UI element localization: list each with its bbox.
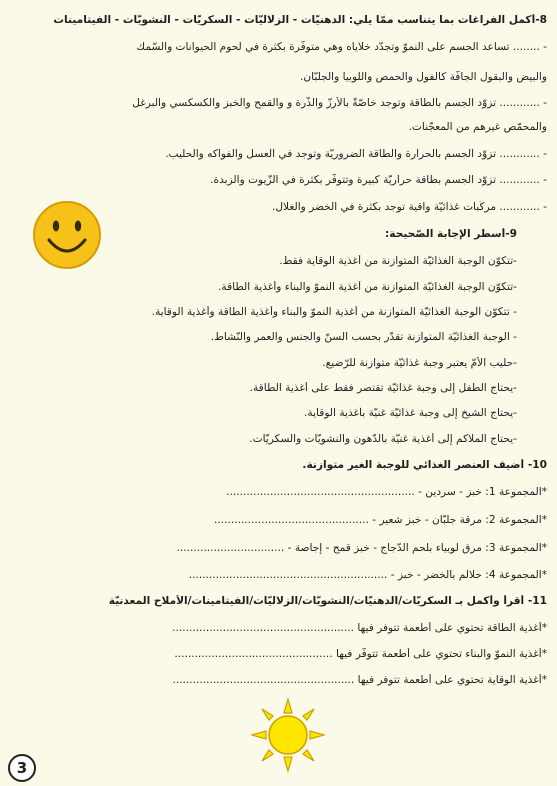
q9-title: 9-أسطّر الإجابة الصّحيحة: (385, 228, 517, 240)
q11-answer-3: *أغذية الوقاية تحتوي على أطعمة تتوفر فيها ...................................................... (172, 674, 547, 686)
q8-line-6: - ............ تزوّد الجسم بطاقة حراريّة كبيرة وتتوفّر بكثرة في الزّيوت والزبدة. (210, 174, 547, 186)
sun-icon (250, 697, 326, 773)
q10-group-1: *المجموعة 1: خبز - سردين - ........................................................ (226, 486, 547, 498)
q9-option-8: -يحتاج الملاكم إلى أغذية غنيّة بالدّهون والنشويّات والسكريّات. (249, 433, 517, 445)
q8-line-5: - ............ تزوّد الجسم بالحرارة والطّاقة الضروريّة وتوجد في العسل والفواكه والحليب. (165, 148, 547, 160)
q8-title: 8-أكمل الفراغات بما يتناسب ممّا يلي: الدهنيّات - الزلاليّات - السكريّات - النشويّات - الفيتامينات (53, 14, 547, 26)
q9-option-5: -حليب الأمّ يعتبر وجبة غذائيّة متوازنة للرّضيع. (322, 357, 517, 369)
q9-option-4: - الوجبة الغذائيّة المتوازنة تقدّر بحسب السنّ والجنس والعمر والنّشاط. (210, 331, 517, 343)
q11-title: 11- أقرأ وأكمل بـ السكريّات/الدهنيّات/النشويّات/الزلاليّات/الفيتامينات/الأملاح المعدنيّة (108, 595, 547, 607)
q10-group-4: *المجموعة 4: حلالم بالخضر - خبز - ........................................................... (188, 569, 547, 581)
q8-line-4: والمحمّص غيرهم من المعجّنات. (408, 121, 547, 133)
q10-group-3: *المجموعة 3: مرق لوبياء بلحم الدّجاج - خبز قمح - إجاصة - ................................ (176, 542, 547, 554)
q9-option-3: - تتكوّن الوجبة الغذائيّة المتوازنة من أغذية النموّ والبناء وأغذية الطّاقة وأغذية الوقاية. (151, 306, 517, 318)
q9-option-6: -يحتاج الطّفل إلى وجبة غذائيّة تقتصر فقط على أغذية الطّاقة. (249, 382, 517, 394)
q8-line-3: - ............ تزوّد الجسم بالطّاقة وتوجد خاصّةً بالأرزّ والذّرة و والقمح والخبز والكسكسي والبرغل (132, 97, 547, 109)
q9-option-2: -تتكوّن الوجبة الغذائيّة المتوازنة من أغذية النموّ والبناء وأغذية الطّاقة. (218, 281, 517, 293)
q11-answer-2: *أغذية النموّ والبناء تحتوي على أطعمة تتوفّر فيها ............................................... (174, 648, 547, 660)
page-number-badge: 3 (8, 754, 36, 782)
q11-answer-1: *أغذية الطّاقة تحتوي على أطعمة تتوفر فيها ...................................................... (172, 622, 547, 634)
q8-line-1: - ........ تساعد الجسم على النموّ وتجدّد خلاياه وهي متوفّرة بكثرة في لحوم الحيوانات والسّمك (136, 41, 547, 53)
q9-option-7: -يحتاج الشيخ إلى وجبة غذائيّة غنيّة بأغذية الوقاية. (304, 407, 517, 419)
q8-line-2: والبيض والبقول الجافّة كالفول والحمص واللّوبيا والجلبّان. (300, 71, 547, 83)
q10-group-2: *المجموعة 2: مرقة جلبّان - خبز شعير - .............................................. (214, 514, 547, 526)
q8-line-7: - ............ مركّبات غذائيّة واقية توجد بكثرة في الخضر والغلال. (271, 201, 547, 213)
q10-title: 10- أضيف العنصر الغذائي للوجبة الغير متوازنة. (302, 459, 547, 471)
q9-option-1: -تتكوّن الوجبة الغذائيّة المتوازنة من أغذية الوقاية فقط. (279, 255, 517, 267)
